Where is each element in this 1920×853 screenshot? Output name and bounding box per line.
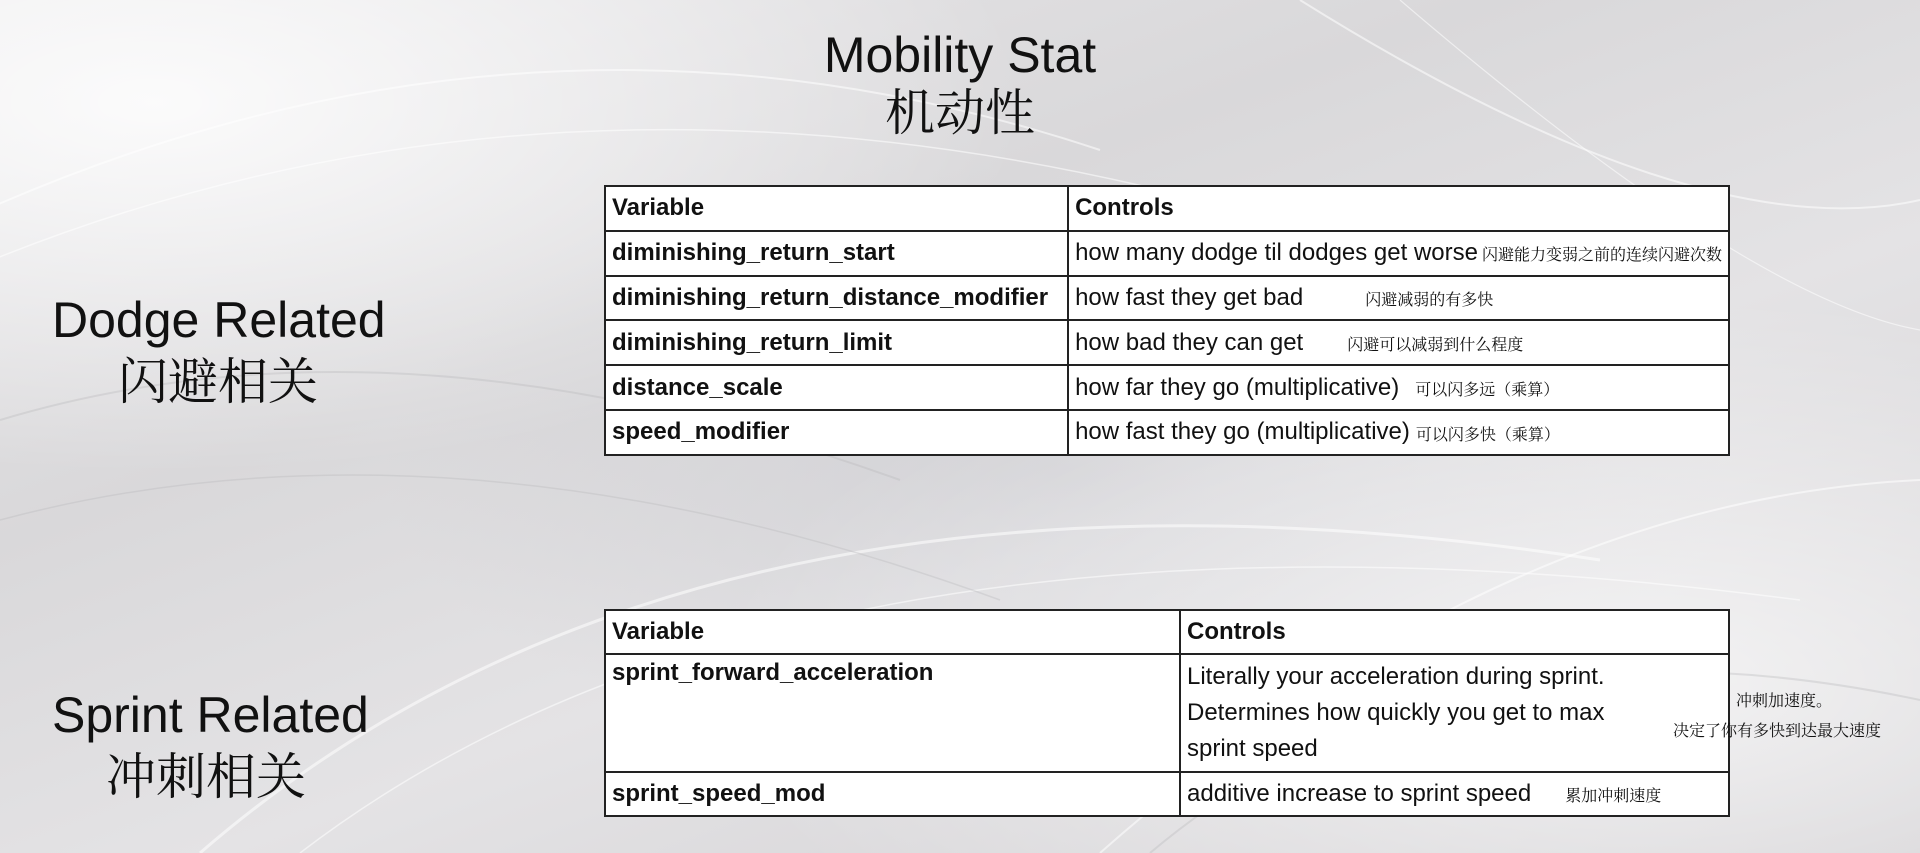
table-row bbox=[605, 320, 1729, 365]
table-row bbox=[605, 231, 1729, 276]
table-header-row bbox=[605, 610, 1729, 654]
title-english: Mobility Stat bbox=[823, 27, 1097, 83]
controls-cell bbox=[1068, 320, 1729, 365]
variable-cell: sprint_speed_mod bbox=[605, 772, 1180, 816]
chinese-annotation: 闪避减弱的有多快 bbox=[1365, 292, 1494, 310]
chinese-annotation: 可以闪多远（乘算） bbox=[1415, 381, 1560, 399]
chinese-annotation: 决定了你有多快到达最大速度 bbox=[1673, 723, 1882, 740]
variable-cell: diminishing_return_start bbox=[605, 231, 1068, 276]
controls-cell bbox=[1068, 276, 1729, 321]
controls-text: how far they go (multiplicative) bbox=[1075, 373, 1400, 401]
controls-cell bbox=[1068, 231, 1729, 276]
table-row bbox=[605, 365, 1729, 410]
column-header-controls: Controls bbox=[1068, 186, 1729, 231]
table-row bbox=[605, 410, 1729, 455]
sprint-section-label bbox=[52, 684, 369, 808]
dodge-label-english: Dodge Related bbox=[52, 292, 386, 348]
chinese-annotation: 冲刺加速度。 bbox=[1736, 693, 1833, 710]
sprint-label-english: Sprint Related bbox=[52, 687, 369, 743]
controls-text: how fast they go (multiplicative) bbox=[1075, 418, 1410, 446]
controls-text-line: Literally your acceleration during sprint. bbox=[1187, 663, 1605, 690]
controls-cell bbox=[1180, 772, 1729, 816]
dodge-section-label bbox=[52, 289, 386, 413]
controls-cell bbox=[1180, 654, 1729, 772]
controls-cell bbox=[1068, 410, 1729, 455]
controls-text-line: Determines how quickly you get to max bbox=[1187, 699, 1605, 726]
chinese-annotation: 累加冲刺速度 bbox=[1565, 788, 1662, 806]
title-chinese: 机动性 bbox=[885, 85, 1035, 141]
table-row bbox=[605, 654, 1729, 772]
chinese-annotation: 闪避可以减弱到什么程度 bbox=[1347, 336, 1524, 354]
column-header-controls: Controls bbox=[1180, 610, 1729, 654]
dodge-variables-table bbox=[604, 185, 1730, 456]
dodge-label-chinese: 闪避相关 bbox=[118, 354, 318, 410]
variable-cell: distance_scale bbox=[605, 365, 1068, 410]
controls-text: how many dodge til dodges get worse bbox=[1075, 239, 1478, 267]
variable-cell: speed_modifier bbox=[605, 410, 1068, 455]
variable-cell: diminishing_return_limit bbox=[605, 320, 1068, 365]
column-header-variable: Variable bbox=[605, 610, 1180, 654]
variable-cell: diminishing_return_distance_modifier bbox=[605, 276, 1068, 321]
table-row bbox=[605, 276, 1729, 321]
controls-text-line: sprint speed bbox=[1187, 735, 1318, 762]
controls-text: how fast they get bad bbox=[1075, 283, 1304, 311]
chinese-annotation: 闪避能力变弱之前的连续闪避次数 bbox=[1481, 247, 1722, 265]
controls-text: additive increase to sprint speed bbox=[1187, 780, 1532, 807]
table-row bbox=[605, 772, 1729, 816]
chinese-annotation: 可以闪多快（乘算） bbox=[1415, 426, 1560, 444]
page-title bbox=[760, 26, 1160, 142]
table-header-row bbox=[605, 186, 1729, 231]
controls-cell bbox=[1068, 365, 1729, 410]
variable-cell: sprint_forward_acceleration bbox=[605, 654, 1180, 772]
sprint-variables-table bbox=[604, 609, 1730, 817]
column-header-variable: Variable bbox=[605, 186, 1068, 231]
controls-text: how bad they can get bbox=[1075, 328, 1304, 356]
sprint-label-chinese: 冲刺相关 bbox=[106, 749, 306, 805]
